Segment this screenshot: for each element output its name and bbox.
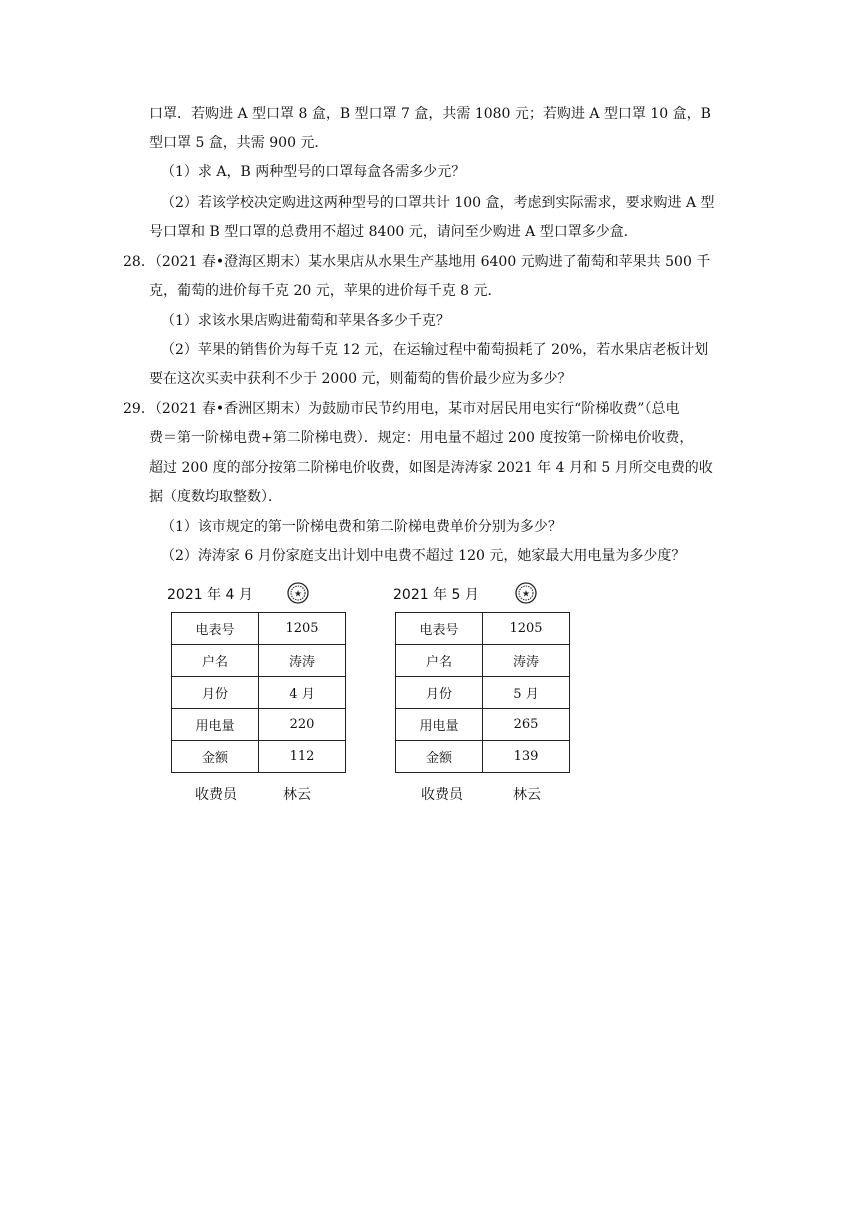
receipt-table — [171, 612, 346, 773]
row-key: 月份 — [396, 677, 483, 709]
svg-text:★: ★ — [521, 589, 531, 600]
p27-q2-line2: 号口罩和 B 型口罩的总费用不超过 8400 元，请问至少购进 A 型口罩多少盒． — [149, 224, 638, 240]
row-value: 涛涛 — [259, 645, 346, 677]
collector-name: 林云 — [513, 787, 541, 803]
row-value: 涛涛 — [483, 645, 570, 677]
row-value: 265 — [483, 709, 570, 741]
row-value: 1205 — [259, 613, 346, 645]
p28-line2: 克，葡萄的进价每千克 20 元，苹果的进价每千克 8 元． — [149, 283, 502, 299]
p27-q2-line1: （2）若该学校决定购进这两种型号的口罩共计 100 盒，考虑到实际需求，要求购进 A 型 — [161, 195, 715, 211]
row-value: 4 月 — [259, 677, 346, 709]
svg-text:★: ★ — [293, 589, 303, 600]
row-key: 用电量 — [396, 709, 483, 741]
row-key: 用电量 — [172, 709, 259, 741]
row-value: 112 — [259, 741, 346, 773]
p29-line3: 超过 200 度的部分按第二阶梯电价收费，如图是涛涛家 2021 年 4 月和 5 月所交电费的收 — [149, 460, 713, 476]
p28-q1: （1）求该水果店购进葡萄和苹果各多少千克？ — [161, 313, 450, 329]
row-key: 户名 — [172, 645, 259, 677]
row-value: 1205 — [483, 613, 570, 645]
receipt-month: 2021 年 5 月 — [393, 587, 479, 603]
p28-q2-line2: 要在这次买卖中获利不少于 2000 元，则葡萄的售价最少应为多少？ — [149, 371, 572, 387]
p29-line1: 29．（2021 春•香洲区期末）为鼓励市民节约用电，某市对居民用电实行“阶梯收费”（总电 — [123, 401, 680, 417]
p27-q1: （1）求 A，B 两种型号的口罩每盒各需多少元？ — [161, 164, 466, 180]
row-key: 月份 — [172, 677, 259, 709]
row-key: 电表号 — [172, 613, 259, 645]
row-value: 5 月 — [483, 677, 570, 709]
collector-name: 林云 — [283, 787, 311, 803]
collector-label: 收费员 — [195, 787, 237, 803]
p29-q1: （1）该市规定的第一阶梯电费和第二阶梯电费单价分别为多少？ — [161, 519, 562, 535]
row-key: 金额 — [396, 741, 483, 773]
row-key: 户名 — [396, 645, 483, 677]
row-value: 139 — [483, 741, 570, 773]
receipt-table — [395, 612, 570, 773]
receipt-month: 2021 年 4 月 — [167, 587, 253, 603]
row-value: 220 — [259, 709, 346, 741]
row-key: 金额 — [172, 741, 259, 773]
p28-line1: 28．（2021 春•澄海区期末）某水果店从水果生产基地用 6400 元购进了葡萄和苹果共 500 千 — [123, 254, 711, 270]
p28-q2-line1: （2）苹果的销售价为每千克 12 元，在运输过程中葡萄损耗了 20%，若水果店老板计划 — [161, 342, 709, 358]
row-key: 电表号 — [396, 613, 483, 645]
p27-line1: 口罩．若购进 A 型口罩 8 盒，B 型口罩 7 盒，共需 1080 元；若购进 A 型口罩 10 盒，B — [149, 106, 711, 122]
seal-icon — [515, 582, 537, 604]
p27-line2: 型口罩 5 盒，共需 900 元． — [149, 135, 329, 151]
p29-line2: 费＝第一阶梯电费+第二阶梯电费）．规定：用电量不超过 200 度按第一阶梯电价收费， — [149, 430, 694, 446]
collector-label: 收费员 — [421, 787, 463, 803]
p29-q2: （2）涛涛家 6 月份家庭支出计划中电费不超过 120 元，她家最大用电量为多少度？ — [161, 548, 686, 564]
p29-line4: 据（度数均取整数）． — [149, 489, 282, 505]
seal-icon — [287, 582, 309, 604]
